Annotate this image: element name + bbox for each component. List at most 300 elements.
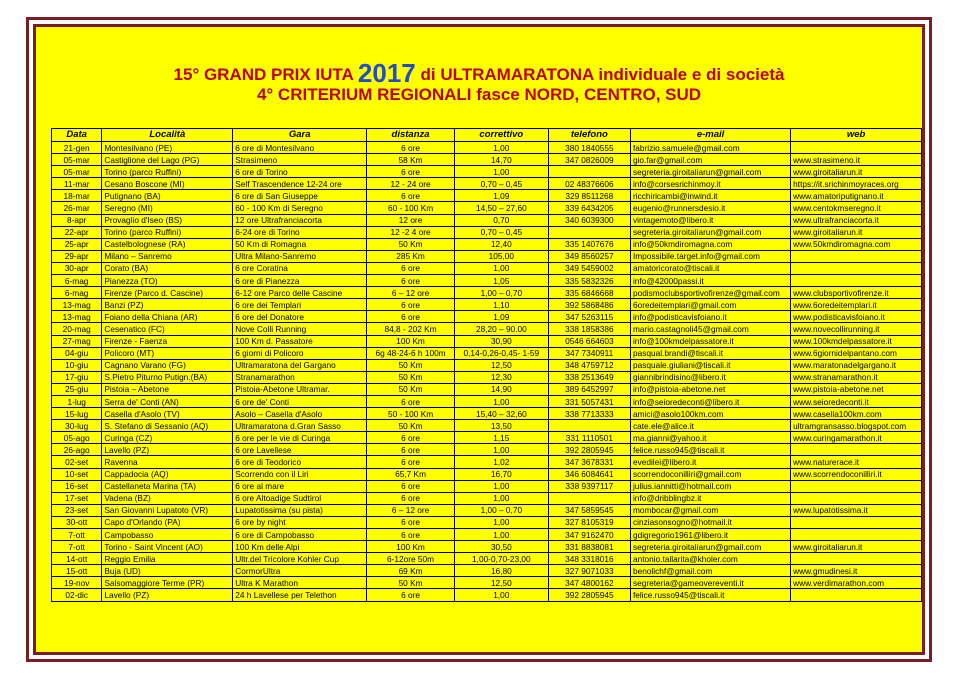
cell-location: Putignano (BA) xyxy=(102,190,233,202)
cell-coefficient: 15,40 – 32,60 xyxy=(454,408,548,420)
cell-date: 02-dic xyxy=(52,589,102,601)
cell-coefficient: 0,70 – 0,45 xyxy=(454,226,548,238)
cell-email[interactable]: antonio.tallarita@kholer.com xyxy=(630,553,790,565)
cell-date: 27-mag xyxy=(52,335,102,347)
cell-coefficient: 12,40 xyxy=(454,238,548,250)
cell-coefficient: 1,00 xyxy=(454,166,548,178)
cell-coefficient: 1,00 xyxy=(454,516,548,528)
cell-date: 13-mag xyxy=(52,311,102,323)
cell-web[interactable]: www.novecollirunning.it xyxy=(791,323,922,335)
cell-email[interactable]: fabrizio.samuele@gmail.com xyxy=(630,142,790,154)
cell-race: Ultramaratona d.Gran Sasso xyxy=(233,420,367,432)
cell-race: 6 ore by night xyxy=(233,516,367,528)
cell-phone xyxy=(548,166,630,178)
cell-distance: 50 Km xyxy=(367,383,455,395)
cell-race: Ultra K Marathon xyxy=(233,577,367,589)
cell-date: 17-set xyxy=(52,492,102,504)
cell-email[interactable]: felice.russo945@tiscali.it xyxy=(630,589,790,601)
cell-phone: 392 2805945 xyxy=(548,589,630,601)
cell-distance: 12 - 24 ore xyxy=(367,178,455,190)
cell-date: 19-nov xyxy=(52,577,102,589)
cell-web[interactable]: https://it.srichinmoyraces.org xyxy=(791,178,922,190)
cell-date: 10-giu xyxy=(52,359,102,371)
cell-web[interactable]: www.lupatotissima.it xyxy=(791,504,922,516)
table-row xyxy=(52,432,922,444)
column-header-race: Gara xyxy=(233,129,367,142)
cell-email[interactable]: felice.russo945@tiscali.it xyxy=(630,444,790,456)
table-row xyxy=(52,383,922,395)
cell-race: 50 Km di Romagna xyxy=(233,238,367,250)
cell-web[interactable]: www.gmudinesi.it xyxy=(791,565,922,577)
table-row xyxy=(52,299,922,311)
cell-coefficient: 1,10 xyxy=(454,299,548,311)
cell-phone: 331 5057431 xyxy=(548,395,630,407)
table-row xyxy=(52,262,922,274)
cell-distance: 6g 48-24-6 h 100m xyxy=(367,347,455,359)
cell-location: Capo d'Orlando (PA) xyxy=(102,516,233,528)
cell-coefficient: 1,09 xyxy=(454,311,548,323)
cell-email[interactable]: amatoricorato@tiscali.it xyxy=(630,262,790,274)
cell-date: 15-ott xyxy=(52,565,102,577)
cell-web xyxy=(791,589,922,601)
cell-email[interactable]: scorrendoconilliri@gmail.com xyxy=(630,468,790,480)
cell-race: 6 ore di Pianezza xyxy=(233,275,367,287)
cell-coefficient: 1,09 xyxy=(454,190,548,202)
cell-web[interactable]: www.seioredeconti.it xyxy=(791,395,922,407)
cell-location: Torino (parco Ruffini) xyxy=(102,226,233,238)
cell-email[interactable]: gio.far@gmail.com xyxy=(630,154,790,166)
cell-race: Asolo – Casella d'Asolo xyxy=(233,408,367,420)
table-row xyxy=(52,541,922,553)
cell-location: Castellaneta Marina (TA) xyxy=(102,480,233,492)
cell-phone: 338 1858386 xyxy=(548,323,630,335)
cell-web[interactable]: www.6oredeitemplari.it xyxy=(791,299,922,311)
cell-email[interactable]: ricchiricambi@inwind.it xyxy=(630,190,790,202)
cell-phone: 331 8838081 xyxy=(548,541,630,553)
cell-location: S.Pietro Piturno Putign.(BA) xyxy=(102,371,233,383)
cell-race: 6 ore di Campobasso xyxy=(233,529,367,541)
cell-web[interactable]: www.giroitaliarun.it xyxy=(791,166,922,178)
page-frame xyxy=(26,17,932,662)
cell-coefficient: 12,50 xyxy=(454,577,548,589)
table-row xyxy=(52,359,922,371)
cell-race: Pistoia-Abetone Ultramar. xyxy=(233,383,367,395)
table-row xyxy=(52,154,922,166)
cell-email[interactable]: pasqual.brandi@tiscali.it xyxy=(630,347,790,359)
cell-location: Firenze - Faenza xyxy=(102,335,233,347)
race-calendar-table xyxy=(51,128,922,602)
column-header-date: Data xyxy=(52,129,102,142)
cell-coefficient: 1,00 xyxy=(454,142,548,154)
cell-phone: 346 6084641 xyxy=(548,468,630,480)
cell-coefficient: 28,20 – 90.00 xyxy=(454,323,548,335)
cell-location: Montesilvano (PE) xyxy=(102,142,233,154)
cell-location: Cesenatico (FC) xyxy=(102,323,233,335)
cell-race: Nove Colli Running xyxy=(233,323,367,335)
cell-web[interactable]: www.centokmseregno.it xyxy=(791,202,922,214)
cell-date: 8-apr xyxy=(52,214,102,226)
table-row xyxy=(52,275,922,287)
cell-coefficient: 1,15 xyxy=(454,432,548,444)
cell-location: S. Stefano di Sessanio (AQ) xyxy=(102,420,233,432)
cell-email[interactable]: info@podisticavisfoiano.it xyxy=(630,311,790,323)
cell-distance: 6 ore xyxy=(367,456,455,468)
column-header-phone: telefono xyxy=(548,129,630,142)
cell-email[interactable]: info@dribblingbz.it xyxy=(630,492,790,504)
cell-coefficient: 1,00 xyxy=(454,492,548,504)
cell-date: 23-set xyxy=(52,504,102,516)
cell-phone: 347 5859545 xyxy=(548,504,630,516)
cell-email[interactable]: segreteria.giroitaliarun@gmail.com xyxy=(630,166,790,178)
cell-race: CormorUltra xyxy=(233,565,367,577)
cell-email[interactable]: info@50kmdiromagna.com xyxy=(630,238,790,250)
table-row xyxy=(52,214,922,226)
cell-phone: 338 9397117 xyxy=(548,480,630,492)
column-header-distance: distanza xyxy=(367,129,455,142)
cell-location: Casella d'Asolo (TV) xyxy=(102,408,233,420)
cell-phone: 340 6039300 xyxy=(548,214,630,226)
cell-web[interactable]: www.strasimeno.it xyxy=(791,154,922,166)
cell-phone xyxy=(548,420,630,432)
cell-distance: 6 ore xyxy=(367,190,455,202)
frame-inner-border xyxy=(33,24,925,655)
cell-distance: 65,7 Km xyxy=(367,468,455,480)
cell-race: 6 ore del Donatore xyxy=(233,311,367,323)
cell-location: Seregno (MI) xyxy=(102,202,233,214)
cell-date: 6-mag xyxy=(52,287,102,299)
table-row xyxy=(52,311,922,323)
cell-web[interactable]: www.ultrafranciacorta.it xyxy=(791,214,922,226)
cell-date: 16-set xyxy=(52,480,102,492)
cell-phone: 347 7340911 xyxy=(548,347,630,359)
cell-date: 30-ott xyxy=(52,516,102,528)
cell-web xyxy=(791,516,922,528)
cell-web[interactable]: www.giroitaliarun.it xyxy=(791,226,922,238)
cell-race: 60 - 100 Km di Seregno xyxy=(233,202,367,214)
cell-date: 7-ott xyxy=(52,541,102,553)
cell-date: 05-mar xyxy=(52,154,102,166)
cell-web xyxy=(791,262,922,274)
cell-phone: 392 2805945 xyxy=(548,444,630,456)
cell-distance: 6 ore xyxy=(367,480,455,492)
cell-email[interactable]: pasquale.giuliani@tiscali.it xyxy=(630,359,790,371)
frame-gap xyxy=(29,20,929,659)
cell-location: Corato (BA) xyxy=(102,262,233,274)
table-row xyxy=(52,589,922,601)
cell-email[interactable]: mario.castagnoli45@gmail.com xyxy=(630,323,790,335)
cell-email[interactable]: Impossibile.target.info@gmail.com xyxy=(630,250,790,262)
column-header-email: e-mail xyxy=(630,129,790,142)
cell-web[interactable]: www.pistoia-abetone.net xyxy=(791,383,922,395)
cell-web[interactable]: www.naturerace.it xyxy=(791,456,922,468)
cell-coefficient: 1,00 xyxy=(454,480,548,492)
table-row xyxy=(52,444,922,456)
cell-email[interactable]: info@pistoia-abetone.net xyxy=(630,383,790,395)
cell-location: Foiano della Chiana (AR) xyxy=(102,311,233,323)
cell-date: 15-lug xyxy=(52,408,102,420)
cell-phone: 347 9162470 xyxy=(548,529,630,541)
cell-web[interactable]: www.amatoriputignano.it xyxy=(791,190,922,202)
cell-race: 6-24 ore di Torino xyxy=(233,226,367,238)
cell-web xyxy=(791,250,922,262)
cell-coefficient: 105,00 xyxy=(454,250,548,262)
cell-distance: 6 – 12 ore xyxy=(367,287,455,299)
cell-email[interactable]: vintagemoto@libero.it xyxy=(630,214,790,226)
table-row xyxy=(52,178,922,190)
cell-web[interactable]: www.100kmdelpassatore.it xyxy=(791,335,922,347)
cell-distance: 6 ore xyxy=(367,529,455,541)
table-row xyxy=(52,565,922,577)
cell-phone: 347 3678331 xyxy=(548,456,630,468)
cell-phone: 347 4800162 xyxy=(548,577,630,589)
cell-email[interactable]: ma.gianni@yahoo.it xyxy=(630,432,790,444)
cell-distance: 6 ore xyxy=(367,432,455,444)
cell-web[interactable]: www.50kmdiromagna.com xyxy=(791,238,922,250)
cell-email[interactable]: evedilei@libero.it xyxy=(630,456,790,468)
cell-web xyxy=(791,529,922,541)
cell-date: 10-set xyxy=(52,468,102,480)
cell-location: Firenze (Parco d. Cascine) xyxy=(102,287,233,299)
cell-phone: 348 4759712 xyxy=(548,359,630,371)
cell-coefficient: 1,00 xyxy=(454,262,548,274)
cell-phone: 348 3318016 xyxy=(548,553,630,565)
cell-race: 6 ore de' Conti xyxy=(233,395,367,407)
cell-phone: 329 8511268 xyxy=(548,190,630,202)
cell-coefficient: 1,00 – 0,70 xyxy=(454,504,548,516)
cell-coefficient: 0,70 – 0,45 xyxy=(454,178,548,190)
table-row xyxy=(52,468,922,480)
cell-date: 18-mar xyxy=(52,190,102,202)
cell-email[interactable]: info@seioredeconti@libero.it xyxy=(630,395,790,407)
cell-location: Policoro (MT) xyxy=(102,347,233,359)
cell-web[interactable]: www.6giornidelpantano.com xyxy=(791,347,922,359)
cell-race: 6 ore per le vie di Curinga xyxy=(233,432,367,444)
cell-date: 25-apr xyxy=(52,238,102,250)
cell-phone: 02 48376606 xyxy=(548,178,630,190)
cell-web[interactable]: www.scorrendoconilliri.it xyxy=(791,468,922,480)
cell-phone xyxy=(548,492,630,504)
table-row xyxy=(52,492,922,504)
cell-race: 6 ore di Teodorico xyxy=(233,456,367,468)
cell-email[interactable]: eugenio@runnersdesio.it xyxy=(630,202,790,214)
table-row xyxy=(52,480,922,492)
cell-date: 17-giu xyxy=(52,371,102,383)
cell-email[interactable]: segreteria@gameovereventi.it xyxy=(630,577,790,589)
cell-coefficient: 12,30 xyxy=(454,371,548,383)
table-row xyxy=(52,335,922,347)
cell-location: Vadena (BZ) xyxy=(102,492,233,504)
cell-phone: 349 5459002 xyxy=(548,262,630,274)
cell-distance: 58 Km xyxy=(367,154,455,166)
cell-phone: 335 6846668 xyxy=(548,287,630,299)
table-row xyxy=(52,190,922,202)
cell-coefficient: 16,70 xyxy=(454,468,548,480)
cell-location: Castiglione del Lago (PG) xyxy=(102,154,233,166)
column-header-coefficient: correttivo xyxy=(454,129,548,142)
cell-location: Campobasso xyxy=(102,529,233,541)
table-row xyxy=(52,456,922,468)
cell-web[interactable]: www.clubsportivofirenze.it xyxy=(791,287,922,299)
cell-distance: 6 ore xyxy=(367,395,455,407)
cell-email[interactable]: mombocar@gmail.com xyxy=(630,504,790,516)
cell-phone: 380 1840555 xyxy=(548,142,630,154)
cell-race: 6 ore dei Templari xyxy=(233,299,367,311)
cell-date: 04-giu xyxy=(52,347,102,359)
cell-race: 6 ore di Montesilvano xyxy=(233,142,367,154)
cell-email[interactable]: segreteria.giroitaliarun@gmail.com xyxy=(630,226,790,238)
cell-email[interactable]: 6oredeitemplari@gmail.com xyxy=(630,299,790,311)
cell-email[interactable]: amici@asolo100km.com xyxy=(630,408,790,420)
cell-web[interactable]: www.verdimarathon.com xyxy=(791,577,922,589)
cell-location: Cappadocia (AQ) xyxy=(102,468,233,480)
cell-coefficient: 1,00 – 0,70 xyxy=(454,287,548,299)
cell-date: 26-mar xyxy=(52,202,102,214)
cell-coefficient: 14,70 xyxy=(454,154,548,166)
cell-race: 12 ore Ultrafranciacorta xyxy=(233,214,367,226)
cell-location: Lavello (PZ) xyxy=(102,589,233,601)
cell-distance: 6-12ore 50m xyxy=(367,553,455,565)
cell-coefficient: 30,90 xyxy=(454,335,548,347)
cell-race: 6-12 ore Parco delle Cascine xyxy=(233,287,367,299)
cell-email[interactable]: giannibrindisino@libero.it xyxy=(630,371,790,383)
cell-coefficient: 1,05 xyxy=(454,275,548,287)
cell-location: Banzi (PZ) xyxy=(102,299,233,311)
cell-coefficient: 14,90 xyxy=(454,383,548,395)
cell-location: Lavello (PZ) xyxy=(102,444,233,456)
cell-distance: 6 ore xyxy=(367,311,455,323)
cell-web xyxy=(791,142,922,154)
cell-distance: 285 Km xyxy=(367,250,455,262)
cell-email[interactable]: segreteria.giroitaliarun@gmail.com xyxy=(630,541,790,553)
cell-email[interactable]: cinziasonsogno@hotmail.it xyxy=(630,516,790,528)
cell-coefficient: 0,70 xyxy=(454,214,548,226)
table-row xyxy=(52,287,922,299)
cell-race: Strasimeno xyxy=(233,154,367,166)
cell-phone: 389 6452997 xyxy=(548,383,630,395)
cell-phone: 349 8560257 xyxy=(548,250,630,262)
cell-web[interactable]: ultramgransasso.blogspot.com xyxy=(791,420,922,432)
column-header-web: web xyxy=(791,129,922,142)
cell-location: Pianezza (TO) xyxy=(102,275,233,287)
cell-date: 02-set xyxy=(52,456,102,468)
cell-date: 6-mag xyxy=(52,275,102,287)
cell-email[interactable]: julius.iannitti@hotmail.com xyxy=(630,480,790,492)
cell-email[interactable]: benolichf@gmail.com xyxy=(630,565,790,577)
cell-web[interactable]: www.podisticavisfoiano.it xyxy=(791,311,922,323)
table-row xyxy=(52,323,922,335)
cell-date: 20-mag xyxy=(52,323,102,335)
cell-race: 6 ore al mare xyxy=(233,480,367,492)
cell-distance: 50 Km xyxy=(367,371,455,383)
cell-race: Self Trascendence 12-24 ore xyxy=(233,178,367,190)
cell-distance: 69 Km xyxy=(367,565,455,577)
cell-distance: 60 - 100 Km xyxy=(367,202,455,214)
cell-distance: 50 Km xyxy=(367,420,455,432)
cell-race: 6 ore di San Giuseppe xyxy=(233,190,367,202)
cell-web[interactable]: www.giroitaliarun.it xyxy=(791,541,922,553)
cell-web xyxy=(791,492,922,504)
table-row xyxy=(52,250,922,262)
cell-distance: 50 Km xyxy=(367,359,455,371)
cell-location: Torino (parco Ruffini) xyxy=(102,166,233,178)
cell-location: Curinga (CZ) xyxy=(102,432,233,444)
table-row xyxy=(52,577,922,589)
cell-phone: 335 5832326 xyxy=(548,275,630,287)
cell-date: 22-apr xyxy=(52,226,102,238)
table-body xyxy=(52,142,922,602)
cell-race: Stranamarathon xyxy=(233,371,367,383)
cell-location: Reggio Emilia xyxy=(102,553,233,565)
table-row xyxy=(52,420,922,432)
cell-location: Ravenna xyxy=(102,456,233,468)
cell-email[interactable]: cate.ele@alice.it xyxy=(630,420,790,432)
cell-coefficient: 1,02 xyxy=(454,456,548,468)
cell-location: Buja (UD) xyxy=(102,565,233,577)
table-row xyxy=(52,529,922,541)
cell-phone: 339 6434205 xyxy=(548,202,630,214)
cell-location: Provaglio d'Iseo (BS) xyxy=(102,214,233,226)
cell-date: 26-ago xyxy=(52,444,102,456)
cell-phone: 338 2513649 xyxy=(548,371,630,383)
table-row xyxy=(52,226,922,238)
cell-coefficient: 1,00 xyxy=(454,529,548,541)
cell-race: 6 ore Lavellese xyxy=(233,444,367,456)
title-year: 2017 xyxy=(357,58,416,88)
cell-web[interactable]: www.maratonadelgargano.it xyxy=(791,359,922,371)
cell-coefficient: 1,00 xyxy=(454,589,548,601)
cell-coefficient: 16,80 xyxy=(454,565,548,577)
cell-location: Torino - Saint Vincent (AO) xyxy=(102,541,233,553)
cell-distance: 100 Km xyxy=(367,541,455,553)
cell-phone: 327 8105319 xyxy=(548,516,630,528)
cell-location: Castelbolognese (RA) xyxy=(102,238,233,250)
cell-location: Serra de' Conti (AN) xyxy=(102,395,233,407)
table-row xyxy=(52,371,922,383)
cell-distance: 6 ore xyxy=(367,262,455,274)
cell-email[interactable]: podismoclubsportivofirenze@gmail.com xyxy=(630,287,790,299)
cell-coefficient: 30,50 xyxy=(454,541,548,553)
column-header-location: Località xyxy=(102,129,233,142)
cell-web xyxy=(791,480,922,492)
cell-email[interactable]: info@42000passi.it xyxy=(630,275,790,287)
cell-email[interactable]: info@100kmdelpassatore.it xyxy=(630,335,790,347)
cell-web[interactable]: www.curingamarathon.it xyxy=(791,432,922,444)
cell-date: 1-lug xyxy=(52,395,102,407)
cell-distance: 100 Km xyxy=(367,335,455,347)
cell-web xyxy=(791,553,922,565)
cell-coefficient: 1,00 xyxy=(454,395,548,407)
cell-email[interactable]: info@corsesrichinmoy.it xyxy=(630,178,790,190)
table-row xyxy=(52,166,922,178)
cell-date: 7-ott xyxy=(52,529,102,541)
cell-distance: 6 ore xyxy=(367,516,455,528)
cell-coefficient: 12,50 xyxy=(454,359,548,371)
cell-email[interactable]: gdigregorio1961@libero.it xyxy=(630,529,790,541)
cell-web[interactable]: www.casella100km.com xyxy=(791,408,922,420)
title-line-2: 4° CRITERIUM REGIONALI fasce NORD, CENTRO, SUD xyxy=(256,85,702,104)
cell-web[interactable]: www.stranamarathon.it xyxy=(791,371,922,383)
cell-distance: 6 ore xyxy=(367,299,455,311)
cell-date: 29-apr xyxy=(52,250,102,262)
cell-distance: 12 ore xyxy=(367,214,455,226)
cell-date: 14-ott xyxy=(52,553,102,565)
cell-race: 6 ore Altoadige Sudtirol xyxy=(233,492,367,504)
table-row xyxy=(52,516,922,528)
cell-phone: 331 1110501 xyxy=(548,432,630,444)
cell-distance: 12 -2 4 ore xyxy=(367,226,455,238)
cell-phone: 347 5263115 xyxy=(548,311,630,323)
cell-date: 30-apr xyxy=(52,262,102,274)
